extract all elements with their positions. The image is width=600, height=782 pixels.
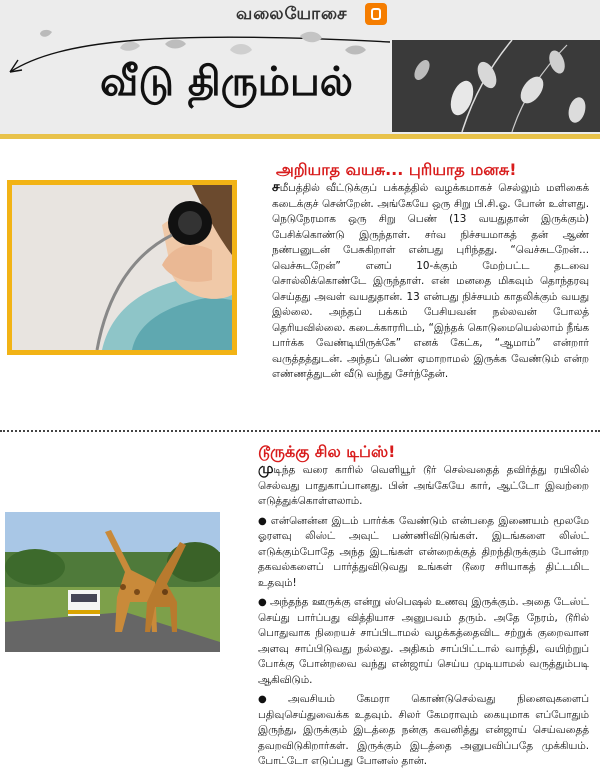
article2-tip: ● அந்தந்த ஊருக்கு என்று ஸ்பெஷல் உணவு இருக்கும். அதை டேஸ்ட் செய்து பார்ப்பது வித்தியாச அனுபவம் தரும். அதே நேரம், டூரில் பொதுவாக நிறையச் சாப்பிடாமல் வழக்கத்தைவிட சற்றுக் குறைவான அளவு சாப்பிடுவது நல்லது. அதிகம் சாப்பிட்டால் வாந்தி, வயிற்றுப் போக்கு போன்றவை வந்து என்ஜாய் செய்ய முடியாமல் வருத்தும்படி ஆகிவிடும்.	[258, 596, 589, 686]
article1-text: மீபத்தில் வீட்டுக்குப் பக்கத்தில் வழக்கமாகச் செல்லும் மளிகைக் கடைக்குச் சென்றேன். அங்கேயே ஒரு சிறு பி.சி.ஓ. போன் உள்ளது. நெடுநேரமாக ஒரு சிறு பெண் (13 வயதுதான் இருக்கும்) பேசிக்கொண்டு இருந்தாள். சர்வ நிச்சயமாகத் தன் ஆண் நண்பனுடன் பேசுகிறாள் என்பது புரிந்தது. “வெச்சுடறேன்... வெச்சுடறேன்” எனப் 10-க்கும் மேற்பட்ட தடவை சொல்லிக்கொண்டே இருந்தாள். என் மனதை மிகவும் தொந்தரவு செய்தது அவள் வயதுதான். 13 என்பது நிச்சயம் காதலிக்கும் வயது இல்லை. அந்தப் பக்கம் பேசியவன் நல்லவன் போலத் தெரியவில்லை. கடைக்காரரிடம், “இந்தக் கொடுமையெல்லாம் நீங்க பார்க்க வேண்டியிருக்கே” எனக் கேட்க, “ஆமாம்” என்றார் வருத்தத்துடன். அந்தப் பெண் ஏமாறாமல் இருக்க வேண்டும் என்ற எண்ணத்துடன் வீடு வந்து சேர்ந்தேன்.	[272, 182, 589, 380]
article2-dropcap: மு	[258, 461, 274, 477]
giraffes-and-bus-photo	[5, 512, 220, 652]
article2-title: டூருக்கு சில டிப்ஸ்!	[258, 442, 396, 461]
bullet-icon: ●	[258, 515, 268, 527]
section-label: வலையோசை	[236, 4, 348, 24]
bullet-icon: ●	[258, 597, 267, 608]
article2-intro: முடிந்த வரை காரில் வெளியூர் டூர் செல்வதைத் தவிர்த்து ரயிலில் செல்வது பாதுகாப்பானது. பின் அங்கேயே கார், ஆட்டோ இவற்றை எடுத்துக்கொள்ளலாம்.	[258, 461, 589, 507]
section-divider	[0, 430, 600, 432]
leaves-photo	[392, 40, 600, 132]
woman-on-phone-photo	[12, 185, 232, 350]
article1-body	[272, 180, 589, 387]
article2-tip: ● என்னென்ன இடம் பார்க்க வேண்டும் என்பதை இணையம் மூலமே ஓரளவு லிஸ்ட் அவுட் பண்ணிவிடுங்கள். இடங்களை லிஸ்ட் எடுக்கும்போதே அந்த இடங்கள் என்றைக்குத் திறந்திருக்கும் போன்ற தகவல்களைப் பார்த்துவிடுவது உங்கள் டூரை சரியாகத் திட்டமிட உதவும்!	[258, 514, 589, 589]
page-title: வீடு திரும்பல்	[100, 58, 353, 105]
article2-tip: ● அவசியம் கேமரா கொண்டுசெல்வது நினைவுகளைப் பதிவுசெய்துவைக்க உதவும். சிலர் கேமராவும் கையுமாக எப்போதும் இருந்து, இருக்கும் இடத்தை நன்கு கவனித்து என்ஜாய் செய்வதைத் தவறவிடுகிறார்கள். இருக்கும் இடத்தை அனுபவிப்பதே முக்கியம். போட்டோ எடுப்பது போனஸ் தான்.	[258, 693, 589, 767]
article1-title: அறியாத வயசு... புரியாத மனசு!	[276, 160, 517, 179]
article1-dropcap: ச	[272, 179, 280, 195]
article1-image-frame	[7, 180, 237, 355]
header-divider	[0, 134, 600, 139]
bullet-icon: ●	[258, 694, 286, 705]
article2-body	[258, 462, 589, 774]
header-banner	[0, 0, 600, 136]
article1-paragraph	[272, 180, 589, 383]
blogger-icon	[365, 3, 387, 25]
